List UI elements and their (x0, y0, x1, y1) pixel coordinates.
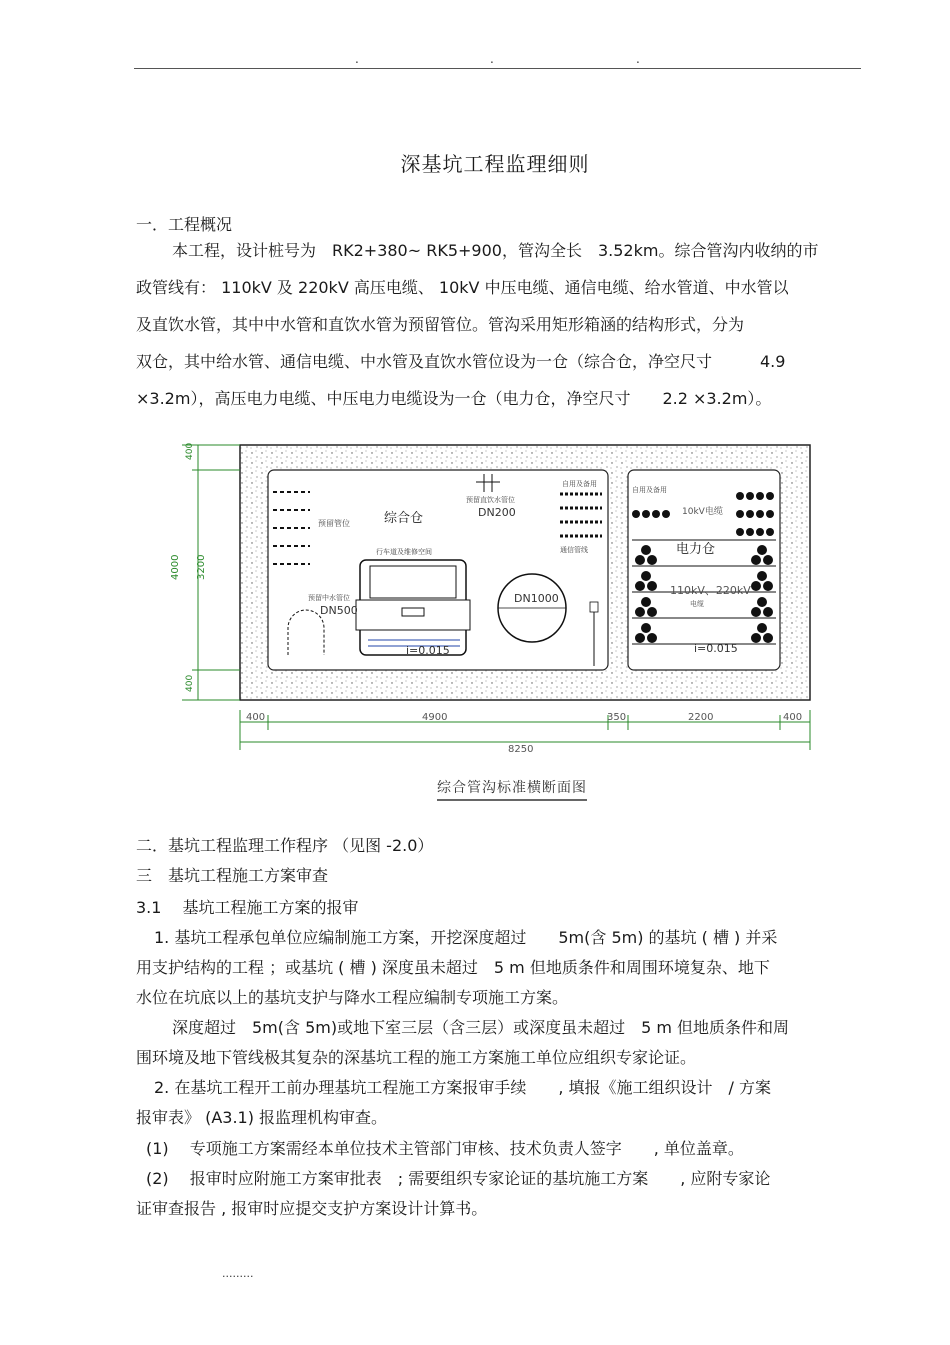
label-walkway: 行车道及维修空间 (376, 548, 432, 556)
vehicle-icon (356, 560, 470, 655)
paragraph-line: 政管线有： 110kV 及 220kV 高压电缆、 10kV 中压电缆、通信电缆、给水管道、中水管以 (136, 278, 789, 297)
label-reclaimed: 预留中水管位 (308, 594, 350, 602)
label-comm-cable: 通信管线 (560, 546, 588, 554)
label-left-room: 综合仓 (384, 511, 424, 526)
label-cable: 电缆 (690, 600, 704, 608)
label-slope-left: i=0.015 (406, 644, 450, 657)
document-title: 深基坑工程监理细则 (400, 152, 590, 176)
paragraph-line: 及直饮水管，其中中水管和直饮水管为预留管位。管沟采用矩形箱涵的结构形式，分为 (136, 315, 745, 334)
dim-total: 8250 (508, 744, 534, 755)
label-dn200: DN200 (478, 506, 516, 519)
dim-d1: 400 (246, 712, 266, 723)
cross-section-figure (170, 430, 820, 810)
section-heading: 一．工程概况 (136, 215, 233, 234)
header-dot: . (636, 52, 640, 66)
label-slope-right: i=0.015 (694, 642, 738, 655)
dim-d2: 4900 (422, 712, 448, 723)
paragraph-line: 用支护结构的工程 ；或基坑 ( 槽 ) 深度虽未超过 5 m 但地质条件和周围环境复杂、地下 (136, 958, 770, 977)
dim-bottom: 400 (185, 674, 195, 692)
paragraph-line: 1. 基坑工程承包单位应编制施工方案，开挖深度超过 5m(含 5m) 的基坑 ( 槽 ) 并采 (154, 928, 778, 947)
paragraph-line: ×3.2m），高压电力电缆、中压电力电缆设为一仓（电力仓，净空尺寸 2.2 ×3.2m）。 (136, 389, 772, 408)
subsection-heading: 3.1 基坑工程施工方案的报审 (136, 898, 359, 917)
footer-dots: ......... (222, 1267, 254, 1280)
label-self-use-left: 自用及备用 (562, 480, 597, 488)
header-dot: . (490, 52, 494, 66)
paragraph-line: 证审查报告 , 报审时应提交支护方案设计计算书。 (136, 1199, 488, 1218)
dim-top: 400 (185, 442, 195, 460)
paragraph-line: 本工程，设计桩号为 RK2+380~ RK5+900，管沟全长 3.52km。综合管沟内收纳的市 (172, 241, 819, 260)
dim-d3: 350 (607, 712, 627, 723)
paragraph-line: 2. 在基坑工程开工前办理基坑工程施工方案报审手续 , 填报《施工组织设计 / 方案 (154, 1078, 772, 1097)
paragraph-line: (1) 专项施工方案需经本单位技术主管部门审核、技术负责人签字 , 单位盖章。 (146, 1139, 744, 1158)
label-right-room: 电力仓 (676, 542, 716, 557)
paragraph-line: (2) 报审时应附施工方案审批表 ; 需要组织专家论证的基坑施工方案 , 应附专家论 (146, 1169, 771, 1188)
dim-height2: 3200 (196, 554, 207, 580)
section-heading: 二．基坑工程监理工作程序 （见图 -2.0） (136, 836, 434, 855)
section-heading: 三 基坑工程施工方案审查 (136, 866, 329, 885)
paragraph-line: 围环境及地下管线极其复杂的深基坑工程的施工方案施工单位应组织专家论证。 (136, 1048, 697, 1067)
dim-height1: 4000 (170, 554, 181, 580)
paragraph-line: 水位在坑底以上的基坑支护与降水工程应编制专项施工方案。 (136, 988, 569, 1007)
header-dot: . (355, 52, 359, 66)
figure-caption: 综合管沟标准横断面图 (437, 777, 587, 801)
label-110kv: 110kV、220kV (670, 584, 751, 597)
label-reserved-pipe: 预留管位 (318, 519, 350, 528)
label-dn1000: DN1000 (514, 592, 559, 605)
paragraph-line: 深度超过 5m(含 5m)或地下室三层（含三层）或深度虽未超过 5 m 但地质条件和周 (172, 1018, 790, 1037)
label-self-use-right: 自用及备用 (632, 486, 667, 494)
dim-d5: 400 (783, 712, 803, 723)
header-rule (134, 68, 861, 69)
paragraph-line: 双仓，其中给水管、通信电缆、中水管及直饮水管位设为一仓（综合仓，净空尺寸 4.9 (136, 352, 786, 371)
dim-d4: 2200 (688, 712, 714, 723)
paragraph-line: 报审表》 (A3.1) 报监理机构审查。 (136, 1108, 388, 1127)
label-dn500: DN500 (320, 604, 358, 617)
label-reserved-water: 预留直饮水管位 (466, 496, 515, 504)
label-10kv: 10kV电缆 (682, 507, 723, 517)
